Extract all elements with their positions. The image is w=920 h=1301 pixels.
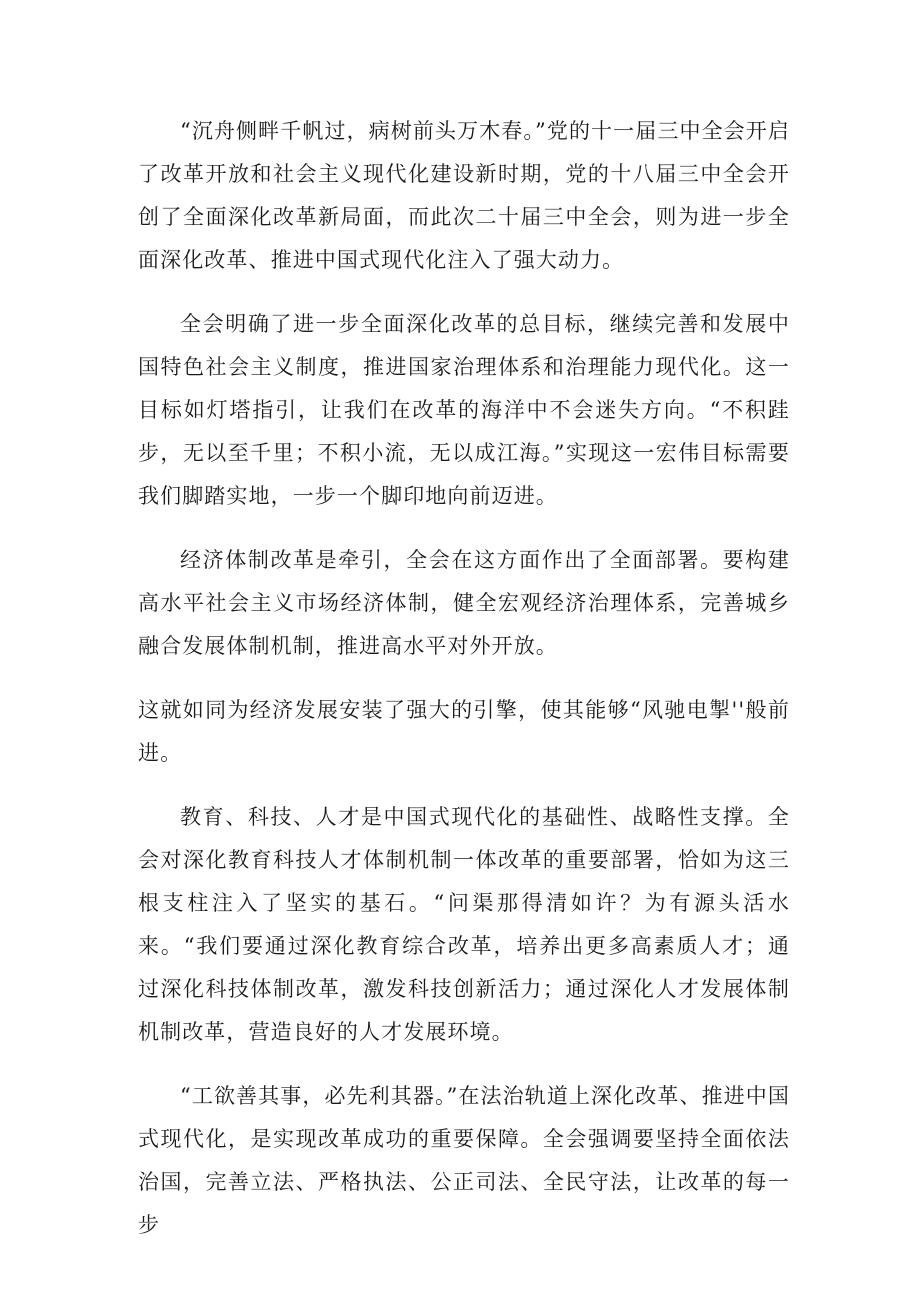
paragraph-2: 全会明确了进一步全面深化改革的总目标，继续完善和发展中国特色社会主义制度，推进国家治理体系和治理能力现代化。这一目标如灯塔指引，让我们在改革的海洋中不会迷失方向。“不积跬步，无以至千里；不积小流，无以成江海。”实现这一宏伟目标需要我们脚踏实地，一步一个脚印地向前迈进。 bbox=[138, 312, 790, 508]
paragraph-1: “沉舟侧畔千帆过，病树前头万木春。”党的十一届三中全会开启了改革开放和社会主义现代化建设新时期，党的十八届三中全会开创了全面深化改革新局面，而此次二十届三中全会，则为进一步全面深化改革、推进中国式现代化注入了强大动力。 bbox=[138, 119, 790, 272]
paragraph-4: 这就如同为经济发展安装了强大的引擎，使其能够“风驰电掣''般前进。 bbox=[138, 698, 790, 765]
paragraph-5: 教育、科技、人才是中国式现代化的基础性、战略性支撑。全会对深化教育科技人才体制机制一体改革的重要部署，恰如为这三根支柱注入了坚实的基石。“问渠那得清如许？为有源头活水来。“我们要通过深化教育综合改革，培养出更多高素质人才；通过深化科技体制改革，激发科技创新活力；通过深化人才发展体制机制改革，营造良好的人才发展环境。 bbox=[138, 805, 790, 1044]
document-page bbox=[138, 110, 790, 1268]
paragraph-6: “工欲善其事，必先利其器。”在法治轨道上深化改革、推进中国式现代化，是实现改革成功的重要保障。全会强调要坚持全面依法治国，完善立法、严格执法、公正司法、全民守法，让改革的每一步 bbox=[138, 1084, 790, 1237]
paragraph-3: 经济体制改革是牵引，全会在这方面作出了全面部署。要构建高水平社会主义市场经济体制，健全宏观经济治理体系，完善城乡融合发展体制机制，推进高水平对外开放。 bbox=[138, 548, 790, 658]
